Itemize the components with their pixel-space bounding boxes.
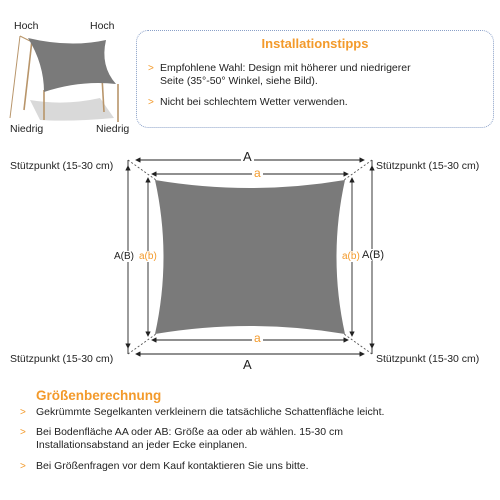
inner-side-label-right: a(b): [342, 251, 360, 262]
calc-line: Bei Bodenfläche AA oder AB: Größe aa oder ab wählen. 15-30 cm: [36, 426, 344, 438]
size-calculation-title: Größenberechnung: [36, 388, 162, 403]
label-low-right: Niedrig: [96, 123, 130, 135]
calc-line: Bei Größenfragen vor dem Kauf kontaktieren Sie uns bitte.: [36, 460, 309, 472]
tip-line: Nicht bei schlechtem Wetter verwenden.: [160, 96, 348, 108]
calc-line: Installationsabstand an jeder Ecke einplanen.: [36, 439, 248, 451]
inner-side-label-bottom: a: [254, 331, 261, 345]
label-high-right: Hoch: [90, 20, 115, 32]
support-line: [128, 160, 156, 180]
outer-side-label-left: A(B): [114, 251, 134, 262]
support-line: [128, 334, 156, 354]
outer-side-label-top: A: [243, 149, 252, 164]
dimension-diagram: [0, 140, 500, 380]
support-line: [344, 160, 372, 180]
support-line: [344, 334, 372, 354]
support-point-label-bottom-left: Stützpunkt (15-30 cm): [10, 353, 114, 365]
label-high-left: Hoch: [14, 20, 39, 32]
installation-tips-title: Installationstipps: [261, 36, 369, 51]
sail-shape: [155, 180, 345, 334]
chevron-right-icon: >: [20, 461, 26, 472]
chevron-right-icon: >: [148, 63, 154, 74]
support-point-label-top-left: Stützpunkt (15-30 cm): [10, 160, 114, 172]
label-low-left: Niedrig: [10, 123, 44, 135]
chevron-right-icon: >: [148, 97, 154, 108]
inner-side-label-left: a(b): [139, 251, 157, 262]
outer-side-label-right: A(B): [362, 249, 384, 261]
support-point-label-bottom-right: Stützpunkt (15-30 cm): [376, 353, 480, 365]
chevron-right-icon: >: [20, 407, 26, 418]
shadow-shape: [30, 98, 114, 121]
tip-line: Empfohlene Wahl: Design mit höherer und niedrigerer: [160, 62, 411, 74]
calc-line: Gekrümmte Segelkanten verkleinern die tatsächliche Schattenfläche leicht.: [36, 406, 385, 418]
pole-top-left: [24, 40, 32, 110]
small-sail-diagram: [0, 0, 135, 140]
outer-side-label-bottom: A: [243, 357, 252, 372]
chevron-right-icon: >: [20, 427, 26, 438]
inner-side-label-top: a: [254, 166, 261, 180]
tip-line: Seite (35°-50° Winkel, siehe Bild).: [160, 75, 318, 87]
support-point-label-top-right: Stützpunkt (15-30 cm): [376, 160, 480, 172]
